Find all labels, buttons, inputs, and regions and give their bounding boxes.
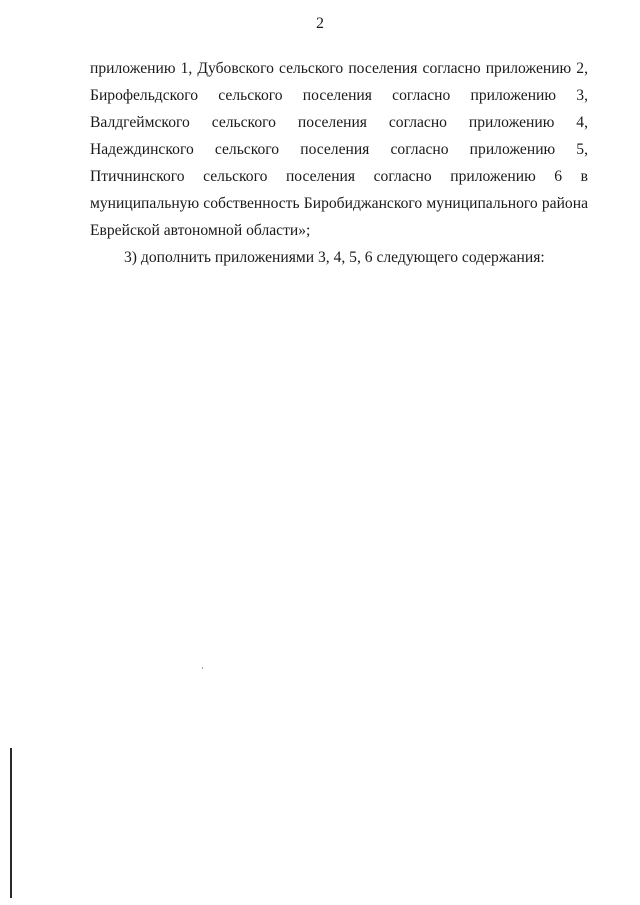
- scan-artifact-dot: [202, 667, 203, 669]
- page-number: 2: [316, 15, 324, 32]
- item-3-paragraph: 3) дополнить приложениями 3, 4, 5, 6 следующего содержания:: [124, 249, 545, 266]
- scan-edge-line: [10, 748, 12, 898]
- text-line: Биробиджанского муниципального района Еврейской автономной области»;: [90, 195, 588, 239]
- document-body: [90, 55, 588, 271]
- text-line: Бирофельдского сельского поселения согласно приложению 3,: [90, 87, 588, 104]
- text-line: Валдгеймского сельского поселения согласно приложению 4, Надеждинского: [90, 114, 588, 158]
- text-line: поселения согласно приложению 6 в муниципальную собственность: [90, 168, 588, 212]
- text-line: приложению 1, Дубовского сельского поселения согласно приложению 2,: [90, 60, 588, 77]
- text-line: сельского поселения согласно приложению 5, Птичнинского сельского: [90, 141, 588, 185]
- continued-paragraph: [90, 55, 588, 244]
